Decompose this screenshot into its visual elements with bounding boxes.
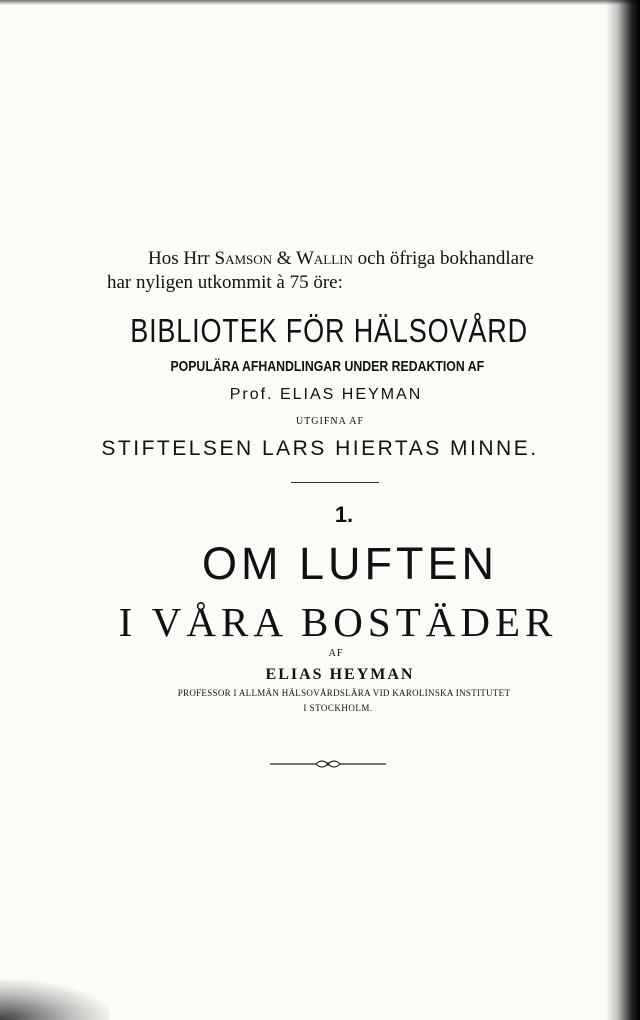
scan-edge-top xyxy=(0,0,640,5)
ornament-rule-icon xyxy=(270,758,386,770)
series-title: BIBLIOTEK FÖR HÄLSOVÅRD xyxy=(130,312,529,349)
divider-rule xyxy=(291,482,379,483)
bookseller-names: Samson & Wallin xyxy=(214,248,353,269)
scan-edge-corner xyxy=(0,980,110,1020)
book-title-line-1: OM LUFTEN xyxy=(201,538,498,589)
volume-number: 1. xyxy=(334,502,354,527)
intro-line-1 xyxy=(148,248,534,270)
series-editor: Prof. ELIAS HEYMAN xyxy=(229,386,423,403)
publisher-label: UTGIFNA AF xyxy=(295,416,365,427)
intro-prefix: Hos Hrr xyxy=(148,248,215,269)
intro-line-2: har nyligen utkommit à 75 öre: xyxy=(107,272,343,293)
author-affiliation-1: PROFESSOR I ALLMÄN HÄLSOVÅRDSLÄRA VID KAROLINSKA INSTITUTET xyxy=(177,688,511,698)
intro-suffix: och öfriga bokhandlare xyxy=(352,248,534,269)
series-subtitle: POPULÄRA AFHANDLINGAR UNDER REDAKTION AF xyxy=(170,358,485,375)
author-affiliation-2: I STOCKHOLM. xyxy=(303,703,373,713)
book-title-line-2: I VÅRA BOSTÄDER xyxy=(118,599,558,645)
by-label: AF xyxy=(328,648,344,659)
author-name: ELIAS HEYMAN xyxy=(265,666,415,683)
publisher-name: STIFTELSEN LARS HIERTAS MINNE. xyxy=(101,437,539,460)
